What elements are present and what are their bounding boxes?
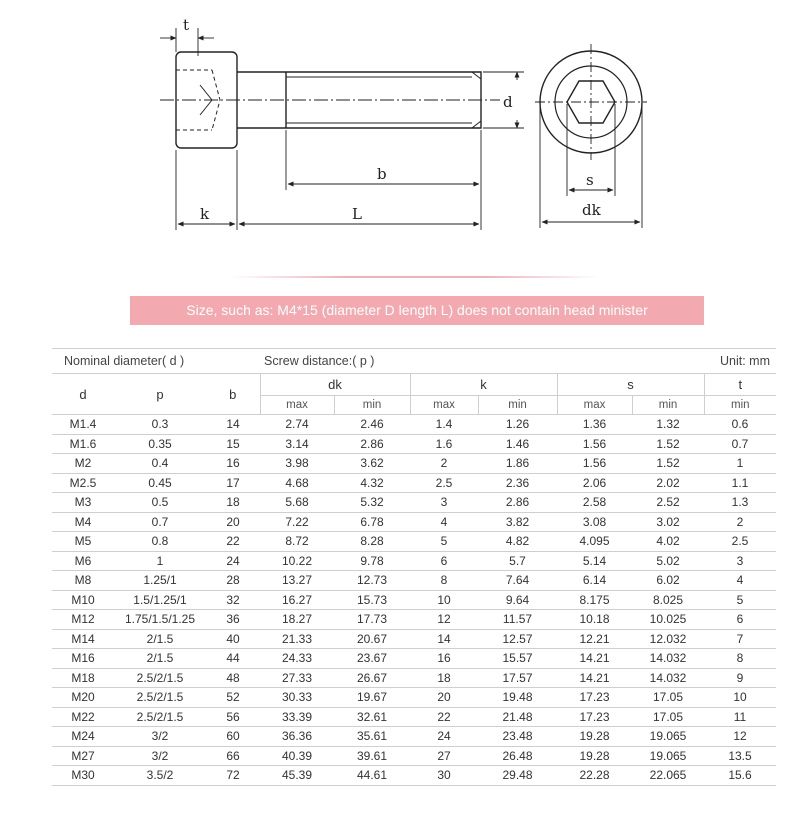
cell-p: 1 bbox=[114, 551, 206, 571]
cell-dk-max: 3.98 bbox=[260, 454, 334, 474]
cell-k-max: 20 bbox=[410, 688, 478, 708]
cell-t-min: 15.6 bbox=[704, 766, 776, 786]
cell-k-min: 1.86 bbox=[478, 454, 557, 474]
cell-dk-min: 4.32 bbox=[334, 473, 410, 493]
cell-s-max: 19.28 bbox=[557, 727, 632, 747]
cell-b: 22 bbox=[206, 532, 260, 552]
screw-technical-drawing bbox=[0, 0, 800, 270]
cell-k-min: 5.7 bbox=[478, 551, 557, 571]
cell-t-min: 0.6 bbox=[704, 415, 776, 435]
cell-t-min: 1.3 bbox=[704, 493, 776, 513]
cell-s-max: 17.23 bbox=[557, 707, 632, 727]
cell-b: 60 bbox=[206, 727, 260, 747]
subheader-s-min: min bbox=[632, 396, 704, 415]
cell-d: M14 bbox=[52, 629, 114, 649]
cell-dk-max: 10.22 bbox=[260, 551, 334, 571]
table-row bbox=[52, 512, 776, 532]
cell-dk-min: 35.61 bbox=[334, 727, 410, 747]
cell-k-max: 12 bbox=[410, 610, 478, 630]
table-row bbox=[52, 707, 776, 727]
table-row bbox=[52, 434, 776, 454]
cell-p: 2.5/2/1.5 bbox=[114, 707, 206, 727]
cell-k-min: 11.57 bbox=[478, 610, 557, 630]
label-t: t bbox=[183, 16, 190, 34]
cell-t-min: 12 bbox=[704, 727, 776, 747]
header-dk: dk bbox=[260, 374, 410, 396]
cell-p: 0.4 bbox=[114, 454, 206, 474]
header-t: t bbox=[704, 374, 776, 396]
cell-dk-min: 19.67 bbox=[334, 688, 410, 708]
cell-s-min: 4.02 bbox=[632, 532, 704, 552]
cell-s-min: 2.52 bbox=[632, 493, 704, 513]
cell-p: 0.5 bbox=[114, 493, 206, 513]
cell-t-min: 1.1 bbox=[704, 473, 776, 493]
cell-dk-max: 16.27 bbox=[260, 590, 334, 610]
cell-s-min: 2.02 bbox=[632, 473, 704, 493]
cell-dk-max: 33.39 bbox=[260, 707, 334, 727]
label-L: L bbox=[352, 205, 362, 223]
cell-p: 1.25/1 bbox=[114, 571, 206, 591]
divider-line bbox=[230, 276, 600, 278]
cell-p: 2.5/2/1.5 bbox=[114, 668, 206, 688]
cell-dk-max: 24.33 bbox=[260, 649, 334, 669]
cell-dk-min: 17.73 bbox=[334, 610, 410, 630]
cell-dk-min: 5.32 bbox=[334, 493, 410, 513]
cell-k-min: 12.57 bbox=[478, 629, 557, 649]
cell-dk-max: 7.22 bbox=[260, 512, 334, 532]
table-row bbox=[52, 493, 776, 513]
cell-dk-min: 3.62 bbox=[334, 454, 410, 474]
cell-s-max: 4.095 bbox=[557, 532, 632, 552]
cell-dk-max: 18.27 bbox=[260, 610, 334, 630]
spec-rows bbox=[52, 415, 776, 786]
cell-s-max: 19.28 bbox=[557, 746, 632, 766]
size-note-banner: Size, such as: M4*15 (diameter D length L) does not contain head minister bbox=[130, 296, 704, 325]
label-dk: dk bbox=[582, 201, 601, 219]
cell-k-max: 3 bbox=[410, 493, 478, 513]
cell-b: 44 bbox=[206, 649, 260, 669]
cell-s-max: 14.21 bbox=[557, 668, 632, 688]
cell-s-min: 19.065 bbox=[632, 746, 704, 766]
cell-s-max: 8.175 bbox=[557, 590, 632, 610]
cell-p: 2/1.5 bbox=[114, 629, 206, 649]
cell-t-min: 9 bbox=[704, 668, 776, 688]
cell-s-max: 17.23 bbox=[557, 688, 632, 708]
cell-p: 1.5/1.25/1 bbox=[114, 590, 206, 610]
cell-b: 40 bbox=[206, 629, 260, 649]
cell-dk-min: 6.78 bbox=[334, 512, 410, 532]
cell-s-max: 2.06 bbox=[557, 473, 632, 493]
cell-dk-max: 45.39 bbox=[260, 766, 334, 786]
cell-b: 32 bbox=[206, 590, 260, 610]
cell-s-min: 10.025 bbox=[632, 610, 704, 630]
cell-d: M16 bbox=[52, 649, 114, 669]
label-k: k bbox=[200, 205, 210, 223]
cell-t-min: 2.5 bbox=[704, 532, 776, 552]
cell-b: 66 bbox=[206, 746, 260, 766]
cell-k-max: 18 bbox=[410, 668, 478, 688]
cell-s-min: 12.032 bbox=[632, 629, 704, 649]
cell-dk-max: 40.39 bbox=[260, 746, 334, 766]
header-k: k bbox=[410, 374, 557, 396]
cell-s-min: 8.025 bbox=[632, 590, 704, 610]
cell-d: M3 bbox=[52, 493, 114, 513]
cell-k-min: 19.48 bbox=[478, 688, 557, 708]
cell-p: 3.5/2 bbox=[114, 766, 206, 786]
cell-s-max: 1.36 bbox=[557, 415, 632, 435]
cell-b: 48 bbox=[206, 668, 260, 688]
cell-s-min: 14.032 bbox=[632, 668, 704, 688]
cell-d: M20 bbox=[52, 688, 114, 708]
subheader-s-max: max bbox=[557, 396, 632, 415]
cell-s-max: 2.58 bbox=[557, 493, 632, 513]
cell-p: 0.7 bbox=[114, 512, 206, 532]
cell-dk-max: 27.33 bbox=[260, 668, 334, 688]
cell-b: 28 bbox=[206, 571, 260, 591]
cell-d: M1.4 bbox=[52, 415, 114, 435]
cell-k-min: 23.48 bbox=[478, 727, 557, 747]
table-row bbox=[52, 629, 776, 649]
cell-s-min: 22.065 bbox=[632, 766, 704, 786]
cell-t-min: 11 bbox=[704, 707, 776, 727]
cell-dk-max: 8.72 bbox=[260, 532, 334, 552]
table-row bbox=[52, 473, 776, 493]
cell-dk-min: 39.61 bbox=[334, 746, 410, 766]
cell-p: 0.35 bbox=[114, 434, 206, 454]
cell-k-min: 2.86 bbox=[478, 493, 557, 513]
cell-dk-min: 26.67 bbox=[334, 668, 410, 688]
subheader-k-min: min bbox=[478, 396, 557, 415]
cell-dk-min: 44.61 bbox=[334, 766, 410, 786]
cell-k-min: 4.82 bbox=[478, 532, 557, 552]
cell-b: 18 bbox=[206, 493, 260, 513]
subheader-dk-min: min bbox=[334, 396, 410, 415]
header-d: d bbox=[52, 374, 114, 415]
cell-dk-min: 12.73 bbox=[334, 571, 410, 591]
subheader-t-min: min bbox=[704, 396, 776, 415]
cell-t-min: 2 bbox=[704, 512, 776, 532]
cell-k-max: 2 bbox=[410, 454, 478, 474]
cell-k-max: 30 bbox=[410, 766, 478, 786]
cell-k-max: 4 bbox=[410, 512, 478, 532]
cell-d: M30 bbox=[52, 766, 114, 786]
table-row bbox=[52, 454, 776, 474]
cell-k-max: 22 bbox=[410, 707, 478, 727]
cell-p: 2/1.5 bbox=[114, 649, 206, 669]
cell-b: 17 bbox=[206, 473, 260, 493]
cell-k-max: 24 bbox=[410, 727, 478, 747]
cell-d: M5 bbox=[52, 532, 114, 552]
cell-d: M2.5 bbox=[52, 473, 114, 493]
table-row bbox=[52, 746, 776, 766]
cell-k-min: 17.57 bbox=[478, 668, 557, 688]
cell-d: M6 bbox=[52, 551, 114, 571]
cell-p: 2.5/2/1.5 bbox=[114, 688, 206, 708]
cell-s-min: 14.032 bbox=[632, 649, 704, 669]
cell-k-max: 27 bbox=[410, 746, 478, 766]
cell-b: 72 bbox=[206, 766, 260, 786]
table-row bbox=[52, 649, 776, 669]
cell-b: 14 bbox=[206, 415, 260, 435]
table-row bbox=[52, 610, 776, 630]
table-row bbox=[52, 668, 776, 688]
cell-p: 3/2 bbox=[114, 727, 206, 747]
cell-k-max: 16 bbox=[410, 649, 478, 669]
cell-d: M12 bbox=[52, 610, 114, 630]
cell-s-min: 1.52 bbox=[632, 454, 704, 474]
cell-b: 24 bbox=[206, 551, 260, 571]
table-row bbox=[52, 551, 776, 571]
cell-d: M8 bbox=[52, 571, 114, 591]
cell-t-min: 6 bbox=[704, 610, 776, 630]
cell-k-min: 7.64 bbox=[478, 571, 557, 591]
cell-s-max: 5.14 bbox=[557, 551, 632, 571]
cell-t-min: 5 bbox=[704, 590, 776, 610]
table-row bbox=[52, 727, 776, 747]
cell-k-min: 2.36 bbox=[478, 473, 557, 493]
cell-dk-max: 13.27 bbox=[260, 571, 334, 591]
cell-dk-min: 23.67 bbox=[334, 649, 410, 669]
cell-b: 20 bbox=[206, 512, 260, 532]
cell-dk-min: 2.46 bbox=[334, 415, 410, 435]
cell-k-min: 29.48 bbox=[478, 766, 557, 786]
cell-k-max: 10 bbox=[410, 590, 478, 610]
cell-s-min: 5.02 bbox=[632, 551, 704, 571]
table-row bbox=[52, 415, 776, 435]
cell-s-min: 6.02 bbox=[632, 571, 704, 591]
cell-dk-max: 30.33 bbox=[260, 688, 334, 708]
cell-t-min: 3 bbox=[704, 551, 776, 571]
cell-k-min: 3.82 bbox=[478, 512, 557, 532]
cell-k-max: 2.5 bbox=[410, 473, 478, 493]
cell-dk-min: 8.28 bbox=[334, 532, 410, 552]
cell-k-max: 14 bbox=[410, 629, 478, 649]
cell-k-min: 21.48 bbox=[478, 707, 557, 727]
cell-k-max: 8 bbox=[410, 571, 478, 591]
cell-s-min: 19.065 bbox=[632, 727, 704, 747]
cell-k-max: 5 bbox=[410, 532, 478, 552]
cell-k-min: 9.64 bbox=[478, 590, 557, 610]
cell-b: 15 bbox=[206, 434, 260, 454]
cell-d: M4 bbox=[52, 512, 114, 532]
cell-t-min: 1 bbox=[704, 454, 776, 474]
screw-spec-table bbox=[52, 348, 776, 786]
cell-dk-min: 15.73 bbox=[334, 590, 410, 610]
table-row bbox=[52, 532, 776, 552]
cell-s-min: 17.05 bbox=[632, 688, 704, 708]
cell-s-max: 1.56 bbox=[557, 454, 632, 474]
cell-s-max: 14.21 bbox=[557, 649, 632, 669]
cell-p: 0.3 bbox=[114, 415, 206, 435]
cell-k-max: 6 bbox=[410, 551, 478, 571]
table-row bbox=[52, 590, 776, 610]
cell-s-max: 10.18 bbox=[557, 610, 632, 630]
cell-d: M1.6 bbox=[52, 434, 114, 454]
cell-p: 0.45 bbox=[114, 473, 206, 493]
cell-b: 16 bbox=[206, 454, 260, 474]
label-b: b bbox=[377, 165, 387, 183]
header-p: p bbox=[114, 374, 206, 415]
cell-s-max: 6.14 bbox=[557, 571, 632, 591]
cell-dk-max: 3.14 bbox=[260, 434, 334, 454]
subheader-dk-max: max bbox=[260, 396, 334, 415]
cell-t-min: 8 bbox=[704, 649, 776, 669]
cell-dk-max: 4.68 bbox=[260, 473, 334, 493]
cell-b: 52 bbox=[206, 688, 260, 708]
cell-d: M2 bbox=[52, 454, 114, 474]
nominal-diameter-label: Nominal diameter( d ) bbox=[52, 349, 260, 374]
cell-d: M18 bbox=[52, 668, 114, 688]
cell-p: 1.75/1.5/1.25 bbox=[114, 610, 206, 630]
subheader-k-max: max bbox=[410, 396, 478, 415]
cell-dk-max: 21.33 bbox=[260, 629, 334, 649]
cell-b: 36 bbox=[206, 610, 260, 630]
cell-s-max: 12.21 bbox=[557, 629, 632, 649]
cell-p: 3/2 bbox=[114, 746, 206, 766]
cell-s-min: 1.52 bbox=[632, 434, 704, 454]
cell-k-max: 1.4 bbox=[410, 415, 478, 435]
label-d: d bbox=[503, 93, 513, 111]
cell-dk-min: 32.61 bbox=[334, 707, 410, 727]
table-row bbox=[52, 688, 776, 708]
cell-t-min: 7 bbox=[704, 629, 776, 649]
cell-s-max: 1.56 bbox=[557, 434, 632, 454]
cell-p: 0.8 bbox=[114, 532, 206, 552]
cell-d: M27 bbox=[52, 746, 114, 766]
cell-dk-min: 20.67 bbox=[334, 629, 410, 649]
cell-k-max: 1.6 bbox=[410, 434, 478, 454]
cell-t-min: 10 bbox=[704, 688, 776, 708]
table-row bbox=[52, 766, 776, 786]
cell-s-max: 3.08 bbox=[557, 512, 632, 532]
cell-t-min: 13.5 bbox=[704, 746, 776, 766]
cell-s-min: 1.32 bbox=[632, 415, 704, 435]
header-b: b bbox=[206, 374, 260, 415]
cell-k-min: 26.48 bbox=[478, 746, 557, 766]
cell-d: M22 bbox=[52, 707, 114, 727]
cell-k-min: 1.46 bbox=[478, 434, 557, 454]
header-s: s bbox=[557, 374, 704, 396]
label-s: s bbox=[586, 171, 594, 189]
cell-t-min: 4 bbox=[704, 571, 776, 591]
cell-k-min: 15.57 bbox=[478, 649, 557, 669]
cell-s-min: 17.05 bbox=[632, 707, 704, 727]
cell-s-max: 22.28 bbox=[557, 766, 632, 786]
cell-dk-max: 5.68 bbox=[260, 493, 334, 513]
cell-dk-max: 36.36 bbox=[260, 727, 334, 747]
cell-k-min: 1.26 bbox=[478, 415, 557, 435]
cell-dk-max: 2.74 bbox=[260, 415, 334, 435]
cell-s-min: 3.02 bbox=[632, 512, 704, 532]
cell-t-min: 0.7 bbox=[704, 434, 776, 454]
cell-dk-min: 2.86 bbox=[334, 434, 410, 454]
cell-d: M24 bbox=[52, 727, 114, 747]
cell-d: M10 bbox=[52, 590, 114, 610]
cell-b: 56 bbox=[206, 707, 260, 727]
cell-dk-min: 9.78 bbox=[334, 551, 410, 571]
unit-label: Unit: mm bbox=[557, 349, 776, 374]
screw-distance-label: Screw distance:( p ) bbox=[260, 349, 557, 374]
table-row bbox=[52, 571, 776, 591]
